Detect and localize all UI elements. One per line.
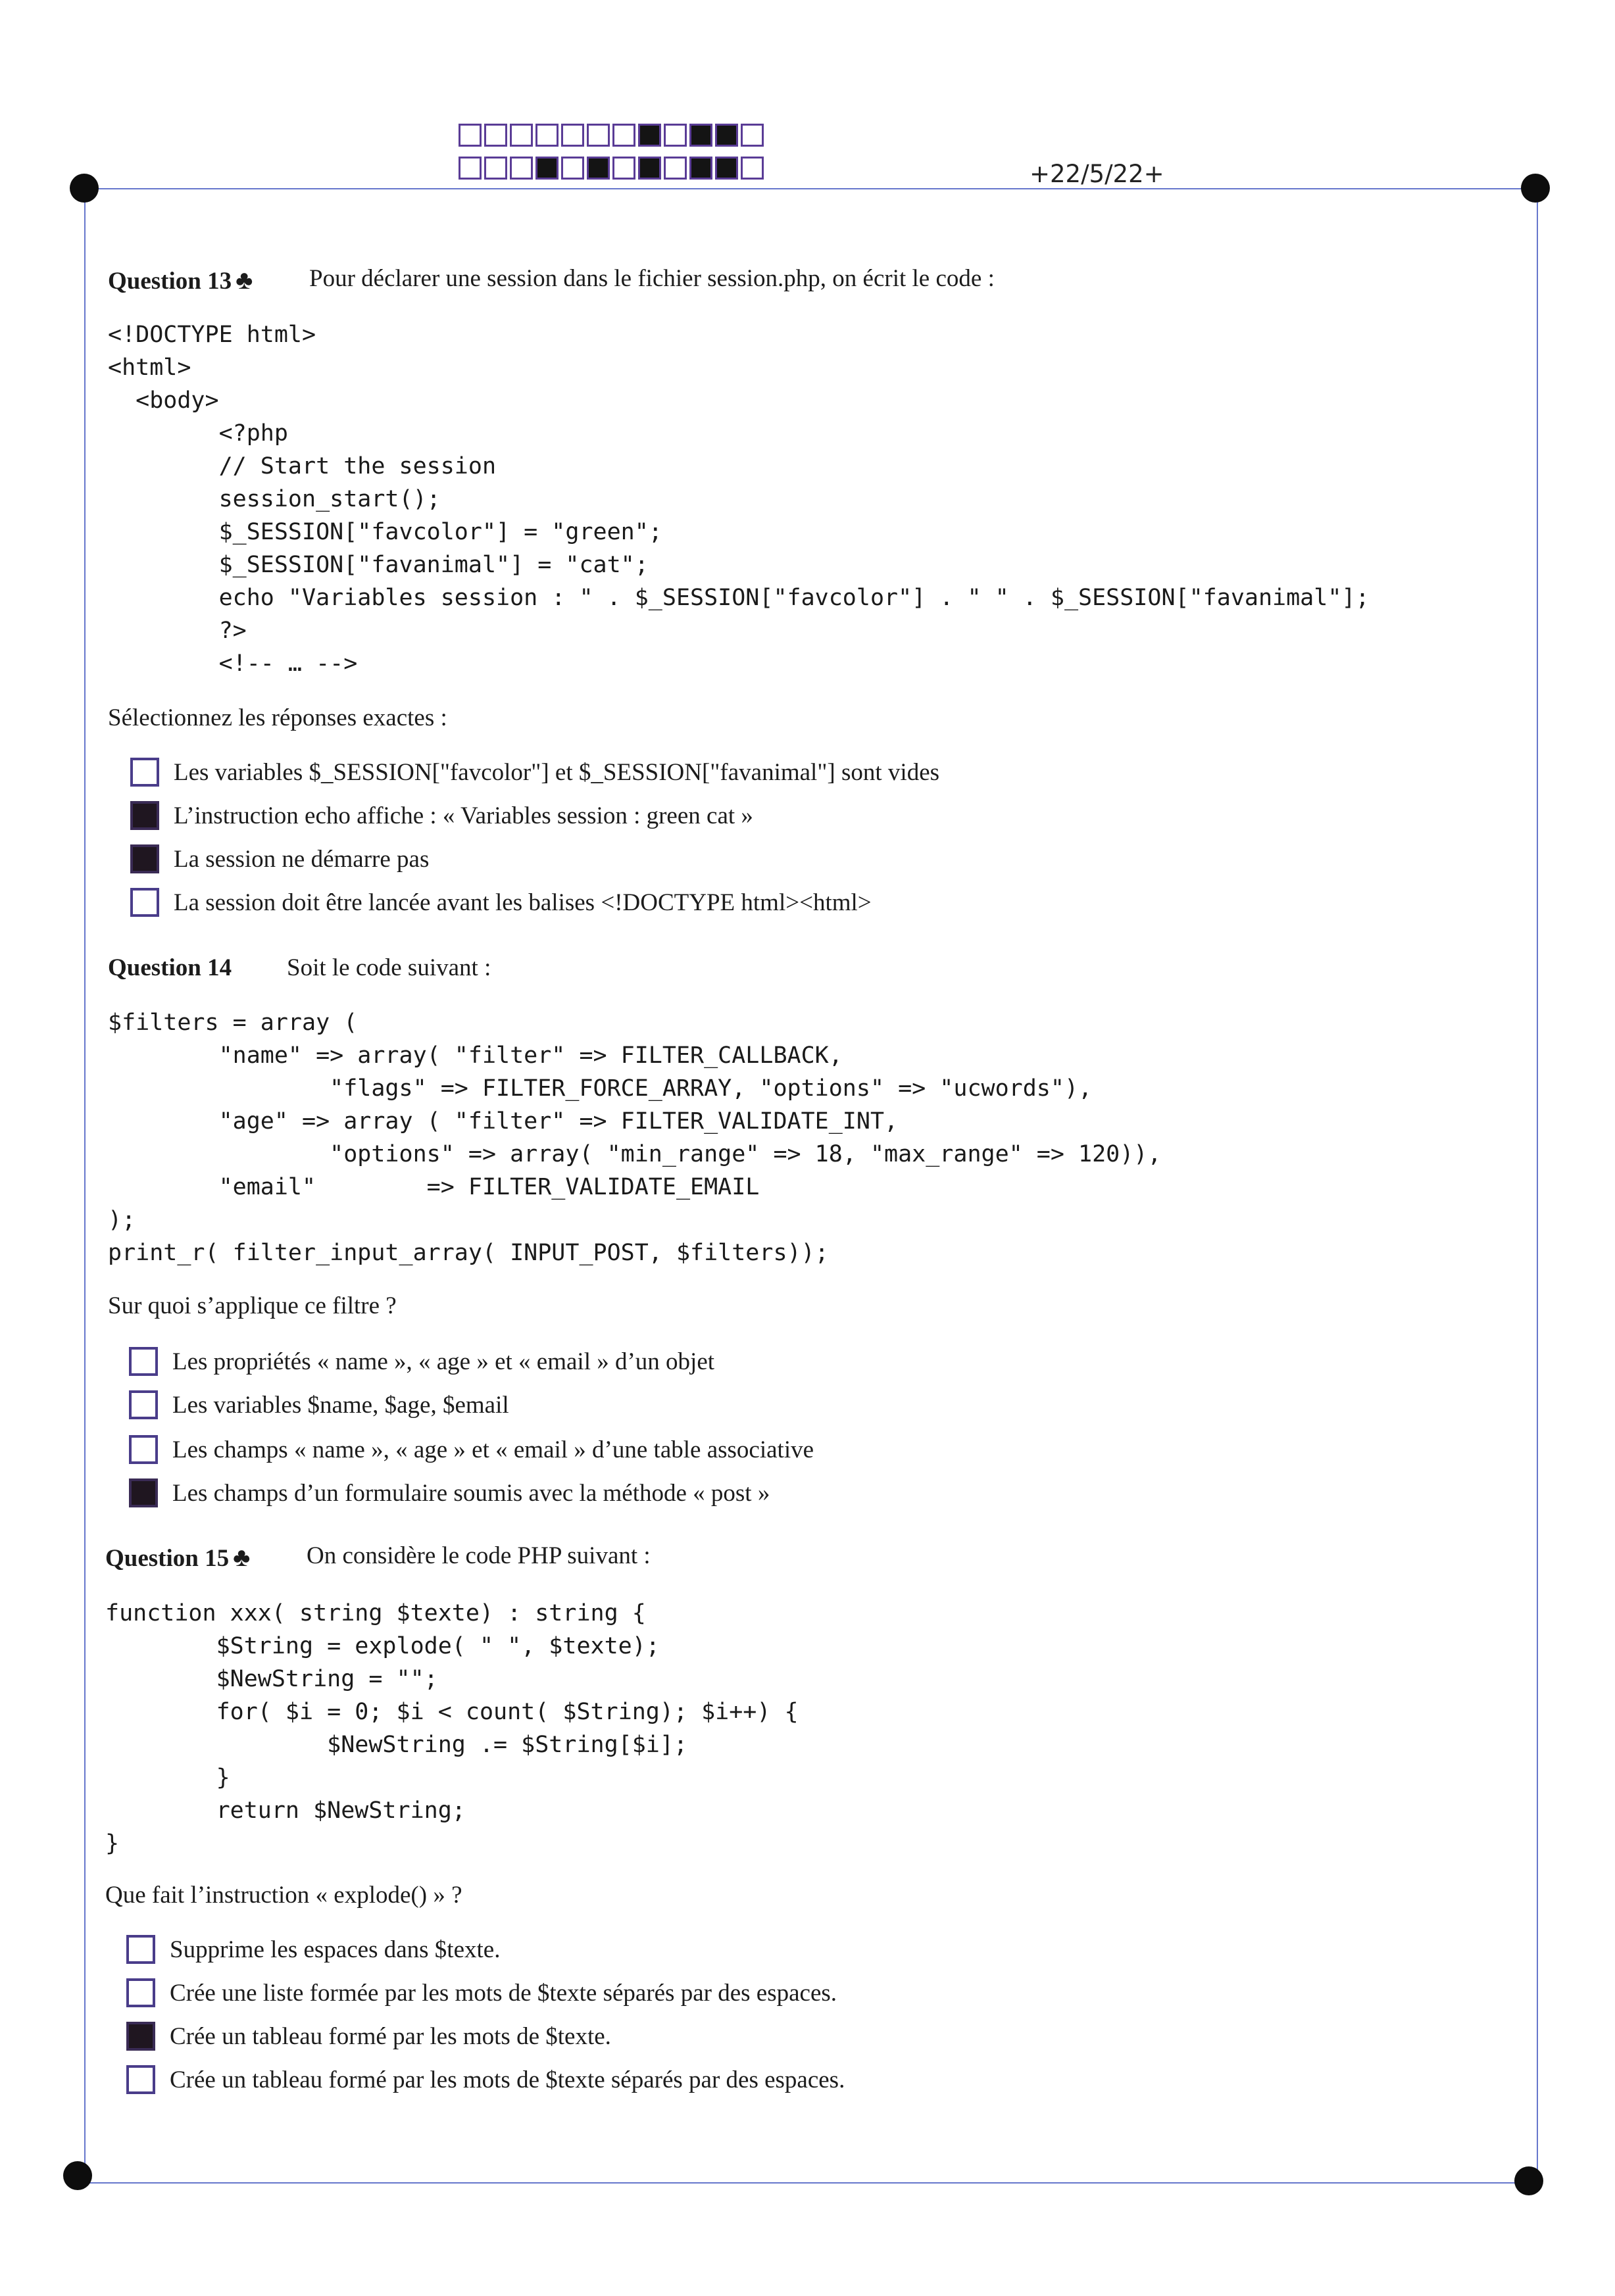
question-14-heading	[108, 954, 491, 982]
question-14-prompt: Sur quoi s’applique ce filtre ?	[108, 1292, 397, 1319]
answer-checkbox[interactable]	[130, 758, 159, 787]
answer-label: La session doit être lancée avant les balises <!DOCTYPE html><html>	[174, 889, 872, 916]
answer-checkbox[interactable]	[129, 1435, 158, 1464]
barcode-cell-empty	[459, 157, 482, 180]
answer-label: Crée une liste formée par les mots de $texte séparés par des espaces.	[170, 1980, 837, 2007]
corner-mark-top-right	[1521, 174, 1550, 203]
question-15-number: Question 15	[105, 1545, 230, 1572]
answer-label: Les champs « name », « age » et « email » d’une table associative	[172, 1436, 814, 1463]
club-icon: ♣	[233, 1542, 251, 1572]
barcode-cell-empty	[561, 157, 584, 180]
barcode-cell-filled	[535, 157, 559, 180]
answer-checkbox[interactable]	[126, 1935, 155, 1964]
answer-checkbox[interactable]	[130, 844, 159, 873]
question-13-number: Question 13	[108, 268, 232, 295]
answer-label: Les variables $name, $age, $email	[172, 1392, 509, 1419]
barcode-cell-filled	[689, 124, 712, 147]
answer-checkbox[interactable]	[129, 1347, 158, 1376]
corner-mark-top-left	[70, 174, 99, 203]
barcode-cell-filled	[715, 157, 738, 180]
barcode-cell-empty	[612, 157, 635, 180]
answer-label: Les variables $_SESSION["favcolor"] et $_SESSION["favanimal"] sont vides	[174, 759, 940, 786]
barcode-cell-empty	[561, 124, 584, 147]
barcode-cell-empty	[664, 124, 687, 147]
barcode-cell-empty	[664, 157, 687, 180]
barcode-cell-empty	[612, 124, 635, 147]
corner-mark-bottom-left	[63, 2161, 92, 2190]
answer-label: Les propriétés « name », « age » et « email » d’un objet	[172, 1348, 715, 1375]
barcode-cell-filled	[587, 157, 610, 180]
answer-label: L’instruction echo affiche : « Variables session : green cat »	[174, 802, 753, 829]
barcode-cell-empty	[510, 124, 533, 147]
question-13-text: Pour déclarer une session dans le fichier session.php, on écrit le code :	[309, 265, 995, 292]
question-14-number: Question 14	[108, 954, 232, 981]
question-15-text: On considère le code PHP suivant :	[307, 1542, 651, 1569]
answer-label: Les champs d’un formulaire soumis avec la méthode « post »	[172, 1480, 770, 1507]
barcode-cell-empty	[741, 124, 764, 147]
club-icon: ♣	[236, 265, 253, 295]
question-15-heading	[105, 1542, 651, 1573]
question-14-text: Soit le code suivant :	[287, 954, 491, 981]
question-13-prompt: Sélectionnez les réponses exactes :	[108, 704, 447, 731]
barcode-cell-empty	[484, 157, 507, 180]
question-14-code: $filters = array ( "name" => array( "filter" => FILTER_CALLBACK, "flags" => FILTER_FORCE_ARRAY, "options" => "ucwords"), "age" => array ( "filter" => FILTER_VALIDATE_INT, "options" => array( "min_range" => 18, "max_range" => 120)), "email" => FILTER_VALIDATE_EMAIL ); print_r( filter_input_array( INPUT_POST, $filters));	[108, 1010, 1162, 1266]
barcode-cell-filled	[638, 157, 661, 180]
answer-label: La session ne démarre pas	[174, 846, 430, 873]
question-15-code: function xxx( string $texte) : string { $String = explode( " ", $texte); $NewString = ""; for( $i = 0; $i < count( $String); $i++) { $NewString .= $String[$i]; } return $NewString; }	[105, 1600, 799, 1857]
answer-checkbox[interactable]	[129, 1478, 158, 1507]
answer-label: Crée un tableau formé par les mots de $texte.	[170, 2023, 611, 2050]
barcode-cell-filled	[715, 124, 738, 147]
answer-checkbox[interactable]	[126, 1978, 155, 2007]
answer-label: Crée un tableau formé par les mots de $texte séparés par des espaces.	[170, 2066, 845, 2093]
barcode-cell-empty	[535, 124, 559, 147]
corner-mark-bottom-right	[1514, 2166, 1543, 2195]
barcode-cell-filled	[689, 157, 712, 180]
barcode-cell-empty	[510, 157, 533, 180]
answer-checkbox[interactable]	[126, 2022, 155, 2051]
answer-label: Supprime les espaces dans $texte.	[170, 1936, 501, 1963]
barcode-cell-empty	[741, 157, 764, 180]
answer-checkbox[interactable]	[129, 1390, 158, 1419]
exam-id: +22/5/22+	[1030, 160, 1164, 188]
answer-checkbox[interactable]	[126, 2065, 155, 2094]
question-13-code: <!DOCTYPE html> <html> <body> <?php // Start the session session_start(); $_SESSION["favcolor"] = "green"; $_SESSION["favanimal"] = "cat"; echo "Variables session : " . $_SESSION["favcolor"] . " " . $_SESSION["favanimal"]; ?> <!-- … -->	[108, 322, 1370, 677]
question-15-prompt: Que fait l’instruction « explode() » ?	[105, 1882, 462, 1909]
answer-checkbox[interactable]	[130, 801, 159, 830]
barcode-cell-empty	[587, 124, 610, 147]
answer-checkbox[interactable]	[130, 888, 159, 917]
barcode-cell-empty	[484, 124, 507, 147]
barcode-cell-filled	[638, 124, 661, 147]
barcode-cell-empty	[459, 124, 482, 147]
question-13-heading	[108, 264, 995, 295]
